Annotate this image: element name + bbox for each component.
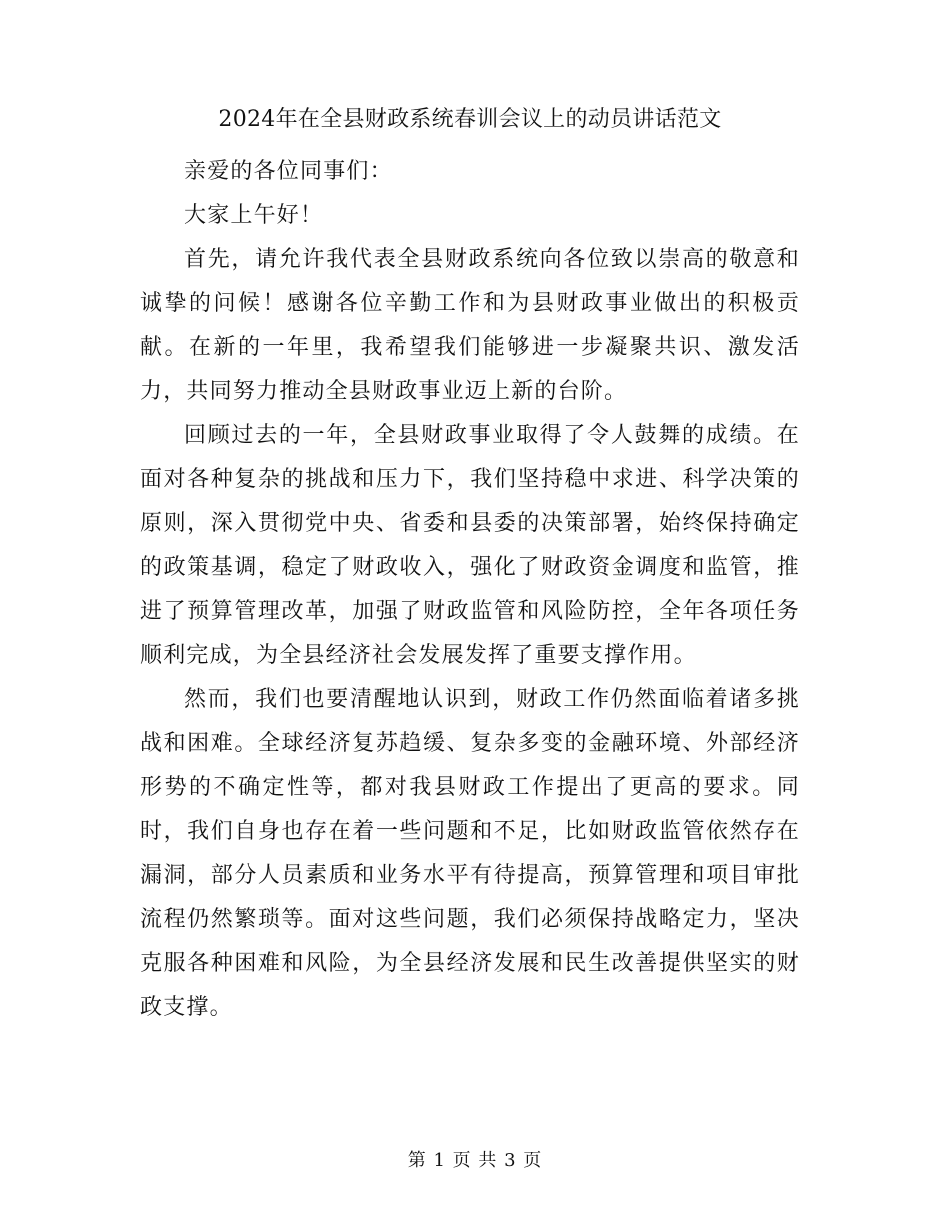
paragraph-opening: 首先，请允许我代表全县财政系统向各位致以崇高的敬意和诚挚的问候！感谢各位辛勤工作和为县财政事业做出的积极贡献。在新的一年里，我希望我们能够进一步凝聚共识、激发活力，共同努力推动全县财政事业迈上新的台阶。 <box>140 247 800 404</box>
greeting: 大家上午好！ <box>184 203 324 228</box>
paragraph-review: 回顾过去的一年，全县财政事业取得了令人鼓舞的成绩。在面对各种复杂的挑战和压力下，我们坚持稳中求进、科学决策的原则，深入贯彻党中央、省委和县委的决策部署，始终保持确定的政策基调，稳定了财政收入，强化了财政资金调度和监管，推进了预算管理改革，加强了财政监管和风险防控，全年各项任务顺利完成，为全县经济社会发展发挥了重要支撑作用。 <box>140 423 800 668</box>
page-number-footer: 第 1 页 共 3 页 <box>407 1150 543 1171</box>
document-body <box>140 150 800 1030</box>
salutation: 亲爱的各位同事们： <box>184 159 393 184</box>
paragraph-challenges: 然而，我们也要清醒地认识到，财政工作仍然面临着诸多挑战和困难。全球经济复苏趋缓、复杂多变的金融环境、外部经济形势的不确定性等，都对我县财政工作提出了更高的要求。同时，我们自身也存在着一些问题和不足，比如财政监管依然存在漏洞，部分人员素质和业务水平有待提高，预算管理和项目审批流程仍然繁琐等。面对这些问题，我们必须保持战略定力，坚决克服各种困难和风险，为全县经济发展和民生改善提供坚实的财政支撑。 <box>140 687 800 1020</box>
document-title: 2024年在全县财政系统春训会议上的动员讲话范文 <box>218 107 722 132</box>
